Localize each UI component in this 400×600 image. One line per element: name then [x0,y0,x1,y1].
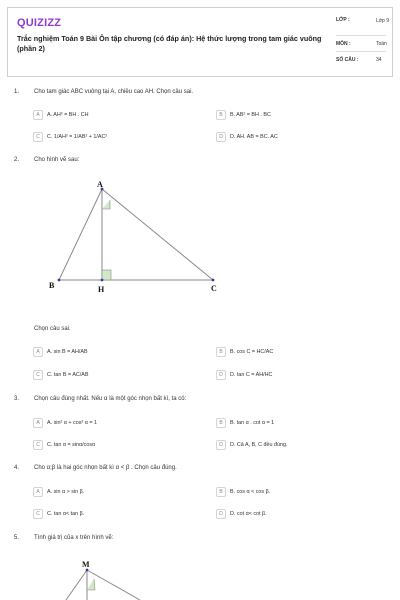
option-letter: B [216,418,226,428]
option-letter: D [216,370,226,380]
question-text: Cho hình vẽ sau: [34,157,80,163]
option-text: C. tan α = sinα/cosα [47,441,96,448]
option-text: B. tan α . cot α = 1 [230,419,275,426]
option-text: B. cos C = HC/AC [230,348,274,355]
option-letter: B [216,487,226,497]
option-letter: C [33,440,43,450]
label-c: C [211,284,217,293]
option-b[interactable] [216,486,270,497]
option-text: B. AB² = BH . BC [230,111,271,118]
option-text: A. AH² = BH . CH [47,111,89,118]
point-b [58,279,61,282]
option-d[interactable] [216,131,278,142]
option-text: D. cot α< cot β. [230,510,267,517]
option-letter: B [216,347,226,357]
label-h: H [98,285,105,294]
option-text: D. AH. AB = BC. AC [230,133,278,140]
point-m [86,569,89,572]
option-text: A. sin² α + cos² α = 1 [47,419,97,426]
option-a[interactable] [33,486,84,497]
option-letter: D [216,509,226,519]
option-letter: B [216,110,226,120]
subject-label: MÔN : [336,41,351,47]
triangle-figure [40,176,240,296]
option-c[interactable] [33,439,95,450]
option-text: A. sin B = AH/AB [47,348,88,355]
prompt-text: Chọn câu sai. [34,326,71,332]
option-c[interactable] [33,369,89,380]
option-d[interactable] [216,508,267,519]
right-angle-mark-m [87,579,95,590]
option-text: A. sin α > sin β. [47,488,85,495]
point-h [101,279,104,282]
option-letter: C [33,132,43,142]
count-label: SỐ CÂU : [336,57,359,63]
option-d[interactable] [216,369,272,380]
option-letter: A [33,487,43,497]
option-a[interactable] [33,109,89,120]
option-c[interactable] [33,508,84,519]
option-text: D. Cả A, B, C đều đúng. [230,441,288,448]
quizizz-logo: QUIZIZZ [17,17,62,29]
label-b: B [49,281,55,290]
option-letter: A [33,347,43,357]
divider [336,51,386,52]
label-a: A [97,180,103,189]
option-c[interactable] [33,131,107,142]
label-m: M [82,560,90,569]
option-text: D. tan C = AH/HC [230,371,273,378]
option-letter: D [216,132,226,142]
option-text: B. cos α < cos β. [230,488,271,495]
worksheet-title: Trắc nghiệm Toán 9 Bài Ôn tập chương (có đáp án): Hệ thức lượng trong tam giác vuông (phần 2) [17,34,322,53]
grade-value: Lớp 9 [376,18,390,24]
side-ac [102,189,213,280]
grade-label: LỚP : [336,17,350,23]
option-letter: A [33,418,43,428]
side-left [66,570,87,600]
question-text: Chọn câu đúng nhất. Nếu α là một góc nhọn bất kì, ta có: [34,396,187,402]
point-c [212,279,215,282]
divider [336,35,386,36]
option-b[interactable] [216,346,273,357]
question-number: 1. [14,89,20,95]
question-text: Tính giá trị của x trên hình vẽ: [34,535,114,541]
count-value: 34 [376,57,382,63]
worksheet-header [7,7,393,77]
option-b[interactable] [216,417,274,428]
question-number: 4. [14,465,20,471]
option-letter: A [33,110,43,120]
option-text: C. tan α< tan β. [47,510,85,517]
option-a[interactable] [33,417,97,428]
option-letter: C [33,509,43,519]
question-number: 2. [14,157,20,163]
right-angle-mark-a [102,200,110,209]
option-a[interactable] [33,346,88,357]
side-ab [59,189,102,280]
option-text: C. 1/AH² = 1/AB² + 1/AC² [47,133,108,140]
option-letter: C [33,370,43,380]
question-text: Cho tam giác ABC vuông tại A, chiều cao AH. Chọn câu sai. [34,89,194,95]
question-number: 3. [14,396,20,402]
subject-value: Toán [376,41,387,47]
option-b[interactable] [216,109,271,120]
side-right [87,570,140,600]
question-text: Cho α;β là hai góc nhọn bất kì α < β . Chọn câu đúng. [34,465,177,471]
option-text: C. tan B = AC/AB [47,371,89,378]
question-number: 5. [14,535,20,541]
option-letter: D [216,440,226,450]
figure-question-5 [60,556,180,600]
option-d[interactable] [216,439,288,450]
right-angle-mark-h [102,270,111,280]
